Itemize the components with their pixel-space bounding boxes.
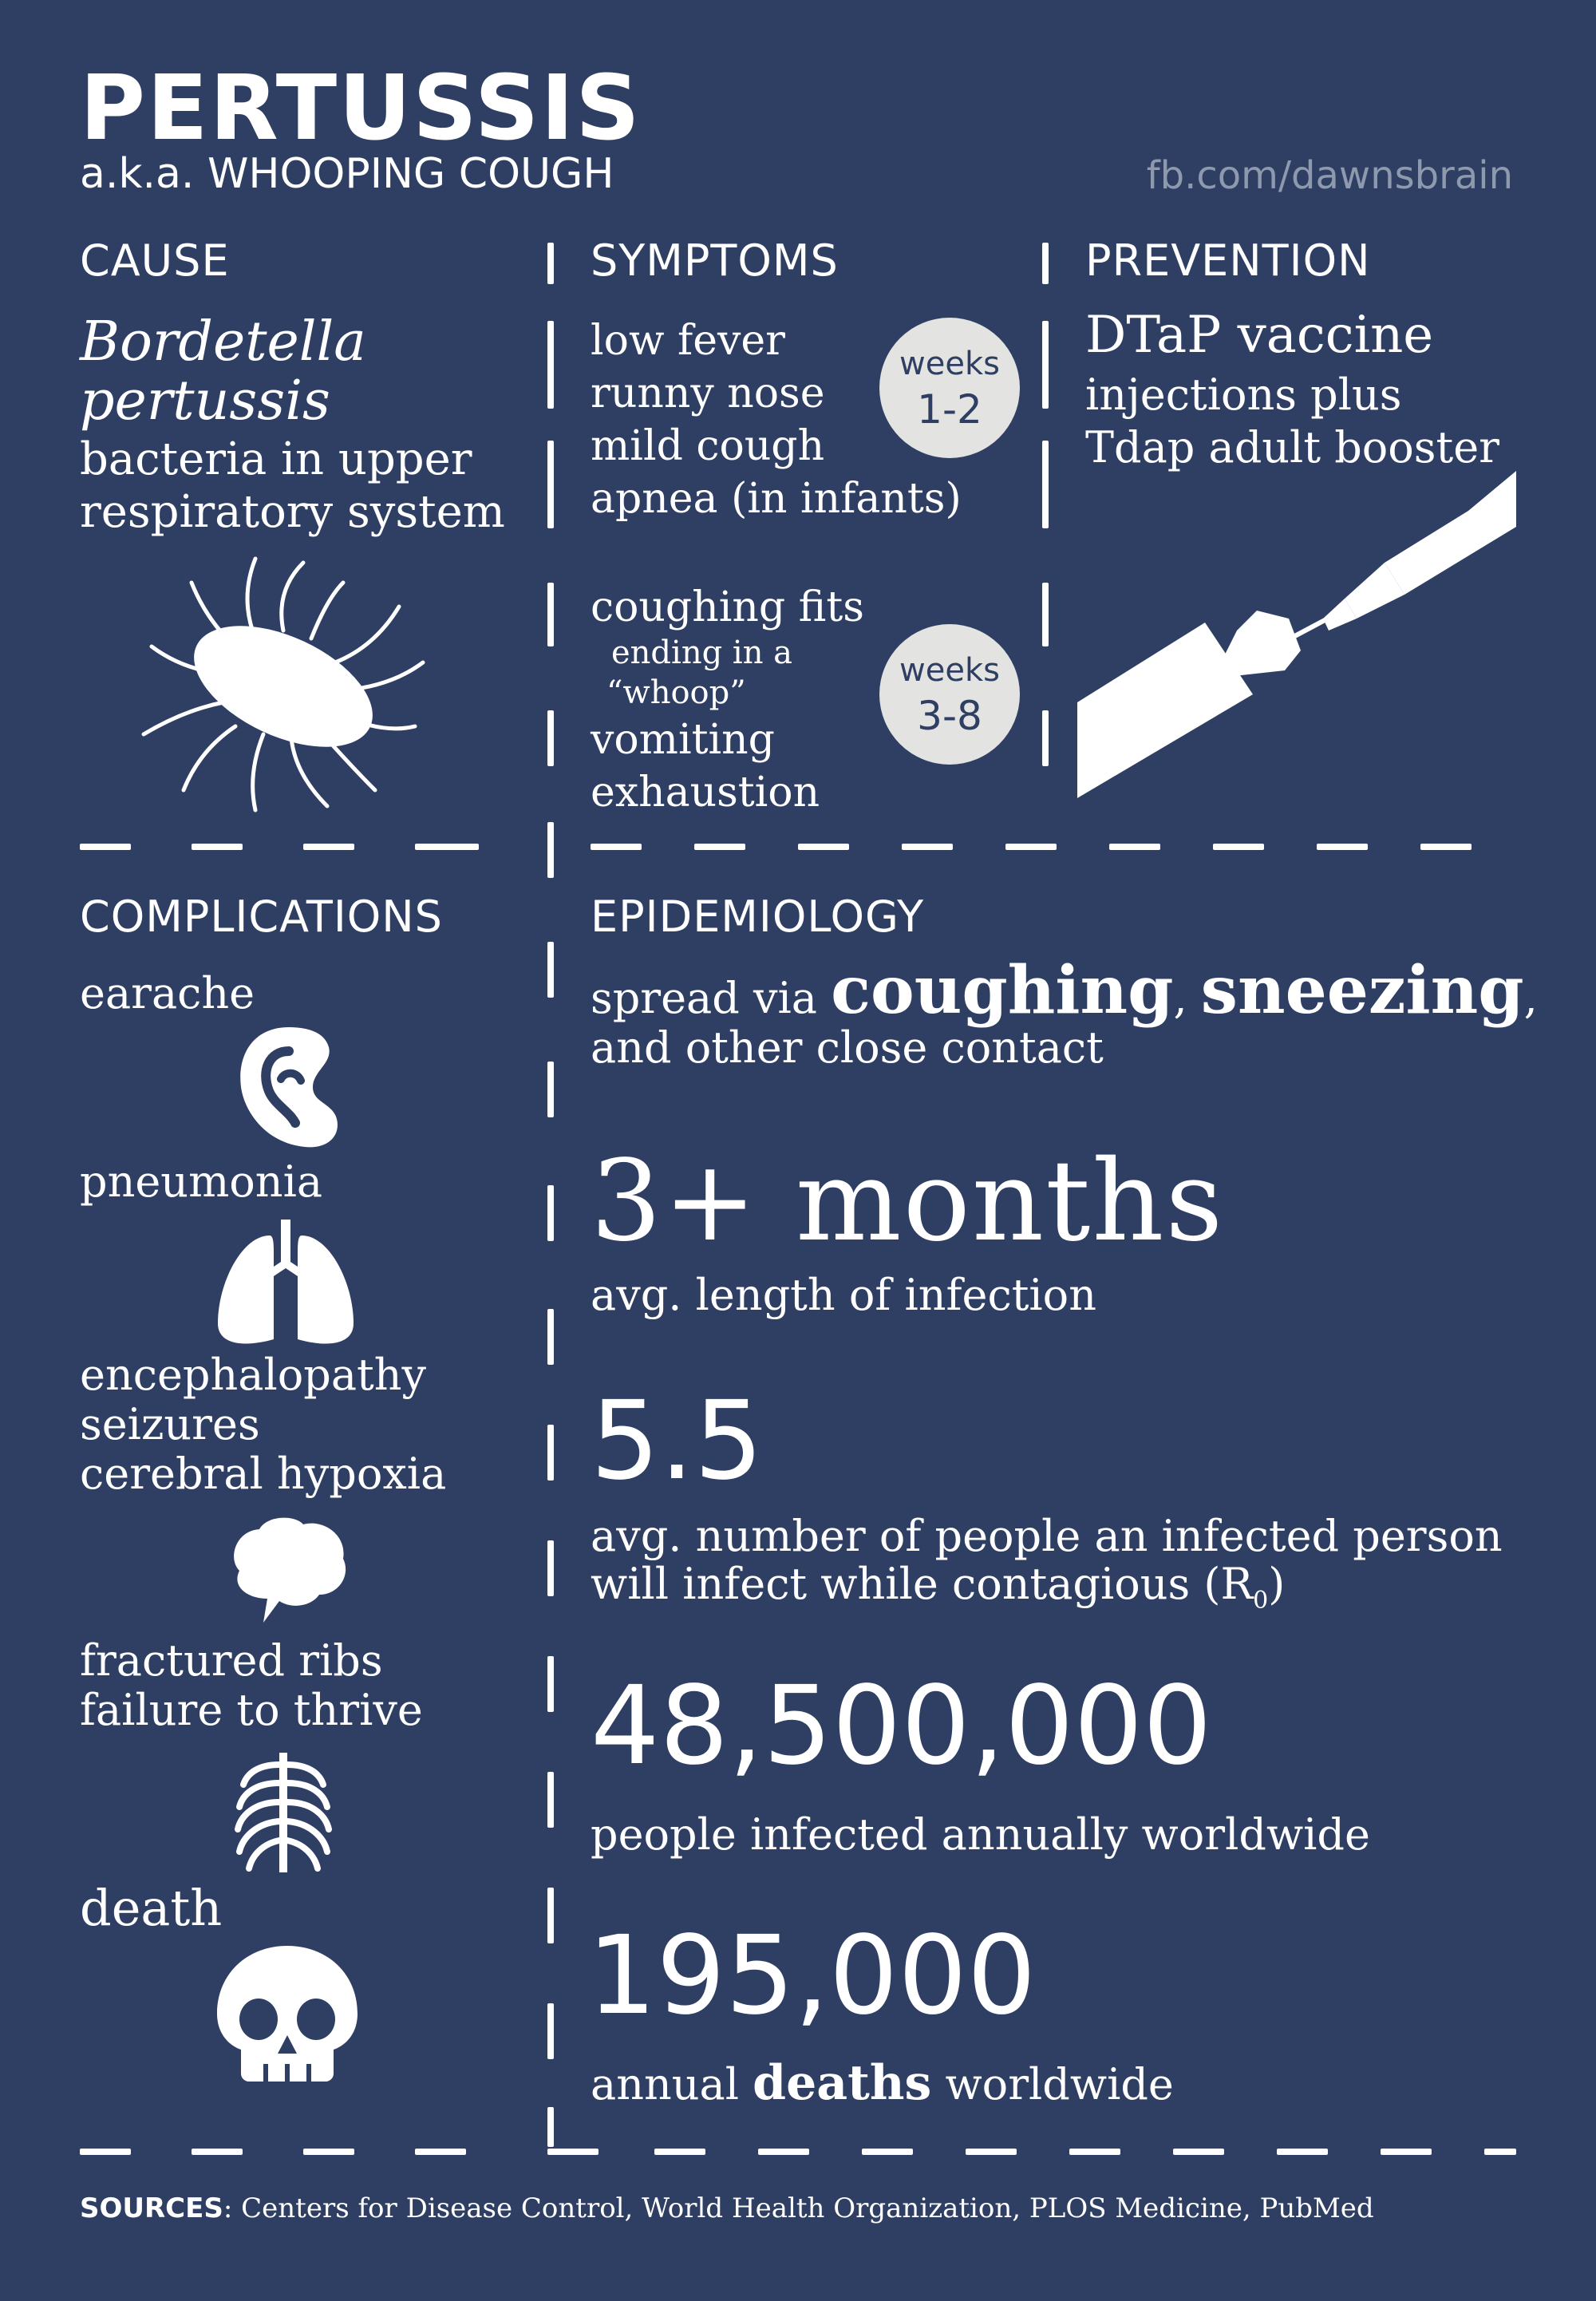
list-item: mild cough [591, 422, 825, 470]
cause-organism [80, 310, 366, 433]
divider-dash [192, 2149, 243, 2155]
list-item: coughing fits [591, 583, 864, 631]
bacterium-icon [136, 551, 439, 814]
stat-infection-length-label: avg. length of infection [591, 1270, 1096, 1320]
divider-dash [192, 844, 243, 850]
stat-deaths-value: 195,000 [587, 1913, 1037, 2039]
credit-link: fb.com/dawnsbrain [1146, 153, 1513, 198]
divider-dash [547, 710, 554, 766]
sources-footer [80, 2192, 1374, 2224]
complication-earache: earache [80, 968, 255, 1018]
divider-dash [902, 844, 953, 850]
complication-seizures: seizures [80, 1399, 260, 1449]
stat-r0-label-line2 [591, 1560, 1503, 1625]
divider-dash [1042, 243, 1049, 284]
cause-desc-line1: bacteria in upper [80, 433, 472, 485]
complication-death: death [80, 1879, 223, 1937]
divider-dash [415, 2149, 466, 2155]
symptoms-late-list [591, 581, 864, 819]
divider-dash [547, 1185, 554, 1241]
badge-label: weeks [899, 346, 1000, 382]
list-item: apnea (in infants) [591, 475, 962, 523]
divider-dash [547, 321, 554, 409]
divider-dash [1005, 844, 1057, 850]
list-item: vomiting [591, 716, 775, 764]
divider-dash [547, 1425, 554, 1481]
divider-dash [547, 822, 554, 878]
complications-heading: COMPLICATIONS [80, 892, 443, 942]
complication-skeletal [80, 1636, 423, 1735]
prevention-line3: Tdap adult booster [1085, 422, 1499, 472]
cause-desc-line2: respiratory system [80, 486, 505, 538]
epidemiology-spread [591, 952, 1538, 1029]
stat-r0-close: ) [1268, 1559, 1286, 1609]
divider-dash [547, 1309, 554, 1365]
symptoms-heading: SYMPTOMS [591, 235, 839, 286]
divider-dash [547, 1772, 554, 1828]
spread-comma: , [1173, 973, 1201, 1023]
divider-dash [547, 1888, 554, 1943]
divider-dash [1420, 844, 1472, 850]
divider-dash [1173, 2149, 1224, 2155]
prevention-line2: injections plus [1085, 370, 1402, 420]
lungs-icon [214, 1220, 358, 1347]
spread-prefix: spread via [591, 973, 832, 1023]
ear-icon [233, 1023, 345, 1151]
stat-r0-label-line1: avg. number of people an infected person [591, 1511, 1503, 1561]
complication-failure-to-thrive: failure to thrive [80, 1685, 423, 1735]
divider-dash [1317, 844, 1368, 850]
divider-dash [547, 2003, 554, 2059]
divider-dash [1042, 321, 1049, 409]
badge-label: weeks [899, 652, 1000, 689]
sources-label: SOURCES [80, 2192, 223, 2224]
badge-range: 3-8 [917, 693, 982, 739]
divider-dash [1277, 2149, 1328, 2155]
syringe-vial-icon [1069, 467, 1516, 802]
complication-encephalopathy: encephalopathy [80, 1350, 427, 1400]
spread-coughing: coughing [831, 952, 1174, 1029]
divider-dash [547, 2107, 554, 2147]
page-subtitle: a.k.a. WHOOPING COUGH [80, 150, 614, 198]
complication-cerebral-hypoxia: cerebral hypoxia [80, 1449, 447, 1499]
skull-icon [217, 1946, 358, 2082]
complication-fractured-ribs: fractured ribs [80, 1635, 383, 1686]
cause-organism-line1: Bordetella [80, 310, 366, 374]
prevention-description [1085, 369, 1499, 474]
divider-dash [547, 1062, 554, 1117]
list-item: exhaustion [591, 769, 820, 816]
divider-dash [547, 942, 554, 998]
stat-deaths-label [591, 2055, 1174, 2111]
divider-dash [415, 844, 479, 850]
divider-dash [1109, 844, 1160, 850]
divider-dash [80, 2149, 131, 2155]
divider-dash [547, 583, 554, 646]
stat-r0-label-text: will infect while contagious (R [591, 1559, 1254, 1609]
divider-dash [80, 844, 131, 850]
stat-r0-label [591, 1512, 1503, 1625]
divider-dash [862, 2149, 913, 2155]
epidemiology-spread-line2: and other close contact [591, 1022, 1104, 1073]
cause-description [80, 433, 505, 539]
divider-dash [1213, 844, 1264, 850]
divider-dash [1042, 441, 1049, 528]
divider-dash [547, 2149, 598, 2155]
stat-deaths-suffix: worldwide [931, 2059, 1174, 2109]
stat-deaths-prefix: annual [591, 2059, 753, 2109]
stat-deaths-bold: deaths [753, 2055, 932, 2111]
divider-dash [547, 243, 554, 284]
divider-dash [303, 2149, 354, 2155]
complication-pneumonia: pneumonia [80, 1156, 323, 1207]
stat-infection-length-value: 3+ months [591, 1137, 1225, 1267]
divider-dash [547, 441, 554, 528]
divider-dash [303, 844, 354, 850]
divider-dash [1069, 2149, 1120, 2155]
sources-text: : Centers for Disease Control, World Health Organization, PLOS Medicine, PubMed [223, 2192, 1374, 2224]
ribcage-icon [231, 1753, 335, 1872]
stat-infected-value: 48,500,000 [591, 1663, 1212, 1789]
weeks-badge-early [879, 318, 1020, 458]
stat-r0-value: 5.5 [591, 1378, 764, 1504]
prevention-vaccine: DTaP vaccine [1085, 306, 1434, 365]
stat-r0-subscript: 0 [1253, 1586, 1269, 1615]
divider-dash [798, 844, 849, 850]
divider-dash [547, 1656, 554, 1712]
complication-neurological [80, 1350, 446, 1499]
divider-dash [654, 2149, 705, 2155]
divider-dash [1042, 583, 1049, 646]
prevention-heading: PREVENTION [1085, 235, 1371, 286]
divider-dash [1484, 2149, 1516, 2155]
divider-dash [694, 844, 745, 850]
page-title: PERTUSSIS [80, 57, 642, 160]
list-item-subtext: ending in a [611, 635, 793, 671]
list-item: runny nose [591, 370, 825, 417]
spread-sneezing: sneezing [1200, 952, 1524, 1029]
stat-infected-label: people infected annually worldwide [591, 1809, 1370, 1860]
brain-icon [223, 1515, 351, 1627]
divider-dash [758, 2149, 809, 2155]
divider-dash [547, 1540, 554, 1596]
divider-dash [1381, 2149, 1432, 2155]
weeks-badge-late [879, 624, 1020, 765]
list-item: low fever [591, 317, 786, 365]
divider-dash [1042, 710, 1049, 766]
badge-range: 1-2 [917, 386, 982, 433]
cause-heading: CAUSE [80, 235, 230, 286]
divider-dash [966, 2149, 1017, 2155]
epidemiology-heading: EPIDEMIOLOGY [591, 892, 925, 942]
list-item-subtext: “whoop” [606, 674, 746, 711]
cause-organism-line2: pertussis [80, 370, 330, 433]
divider-dash [591, 844, 642, 850]
spread-end: , [1523, 973, 1538, 1023]
